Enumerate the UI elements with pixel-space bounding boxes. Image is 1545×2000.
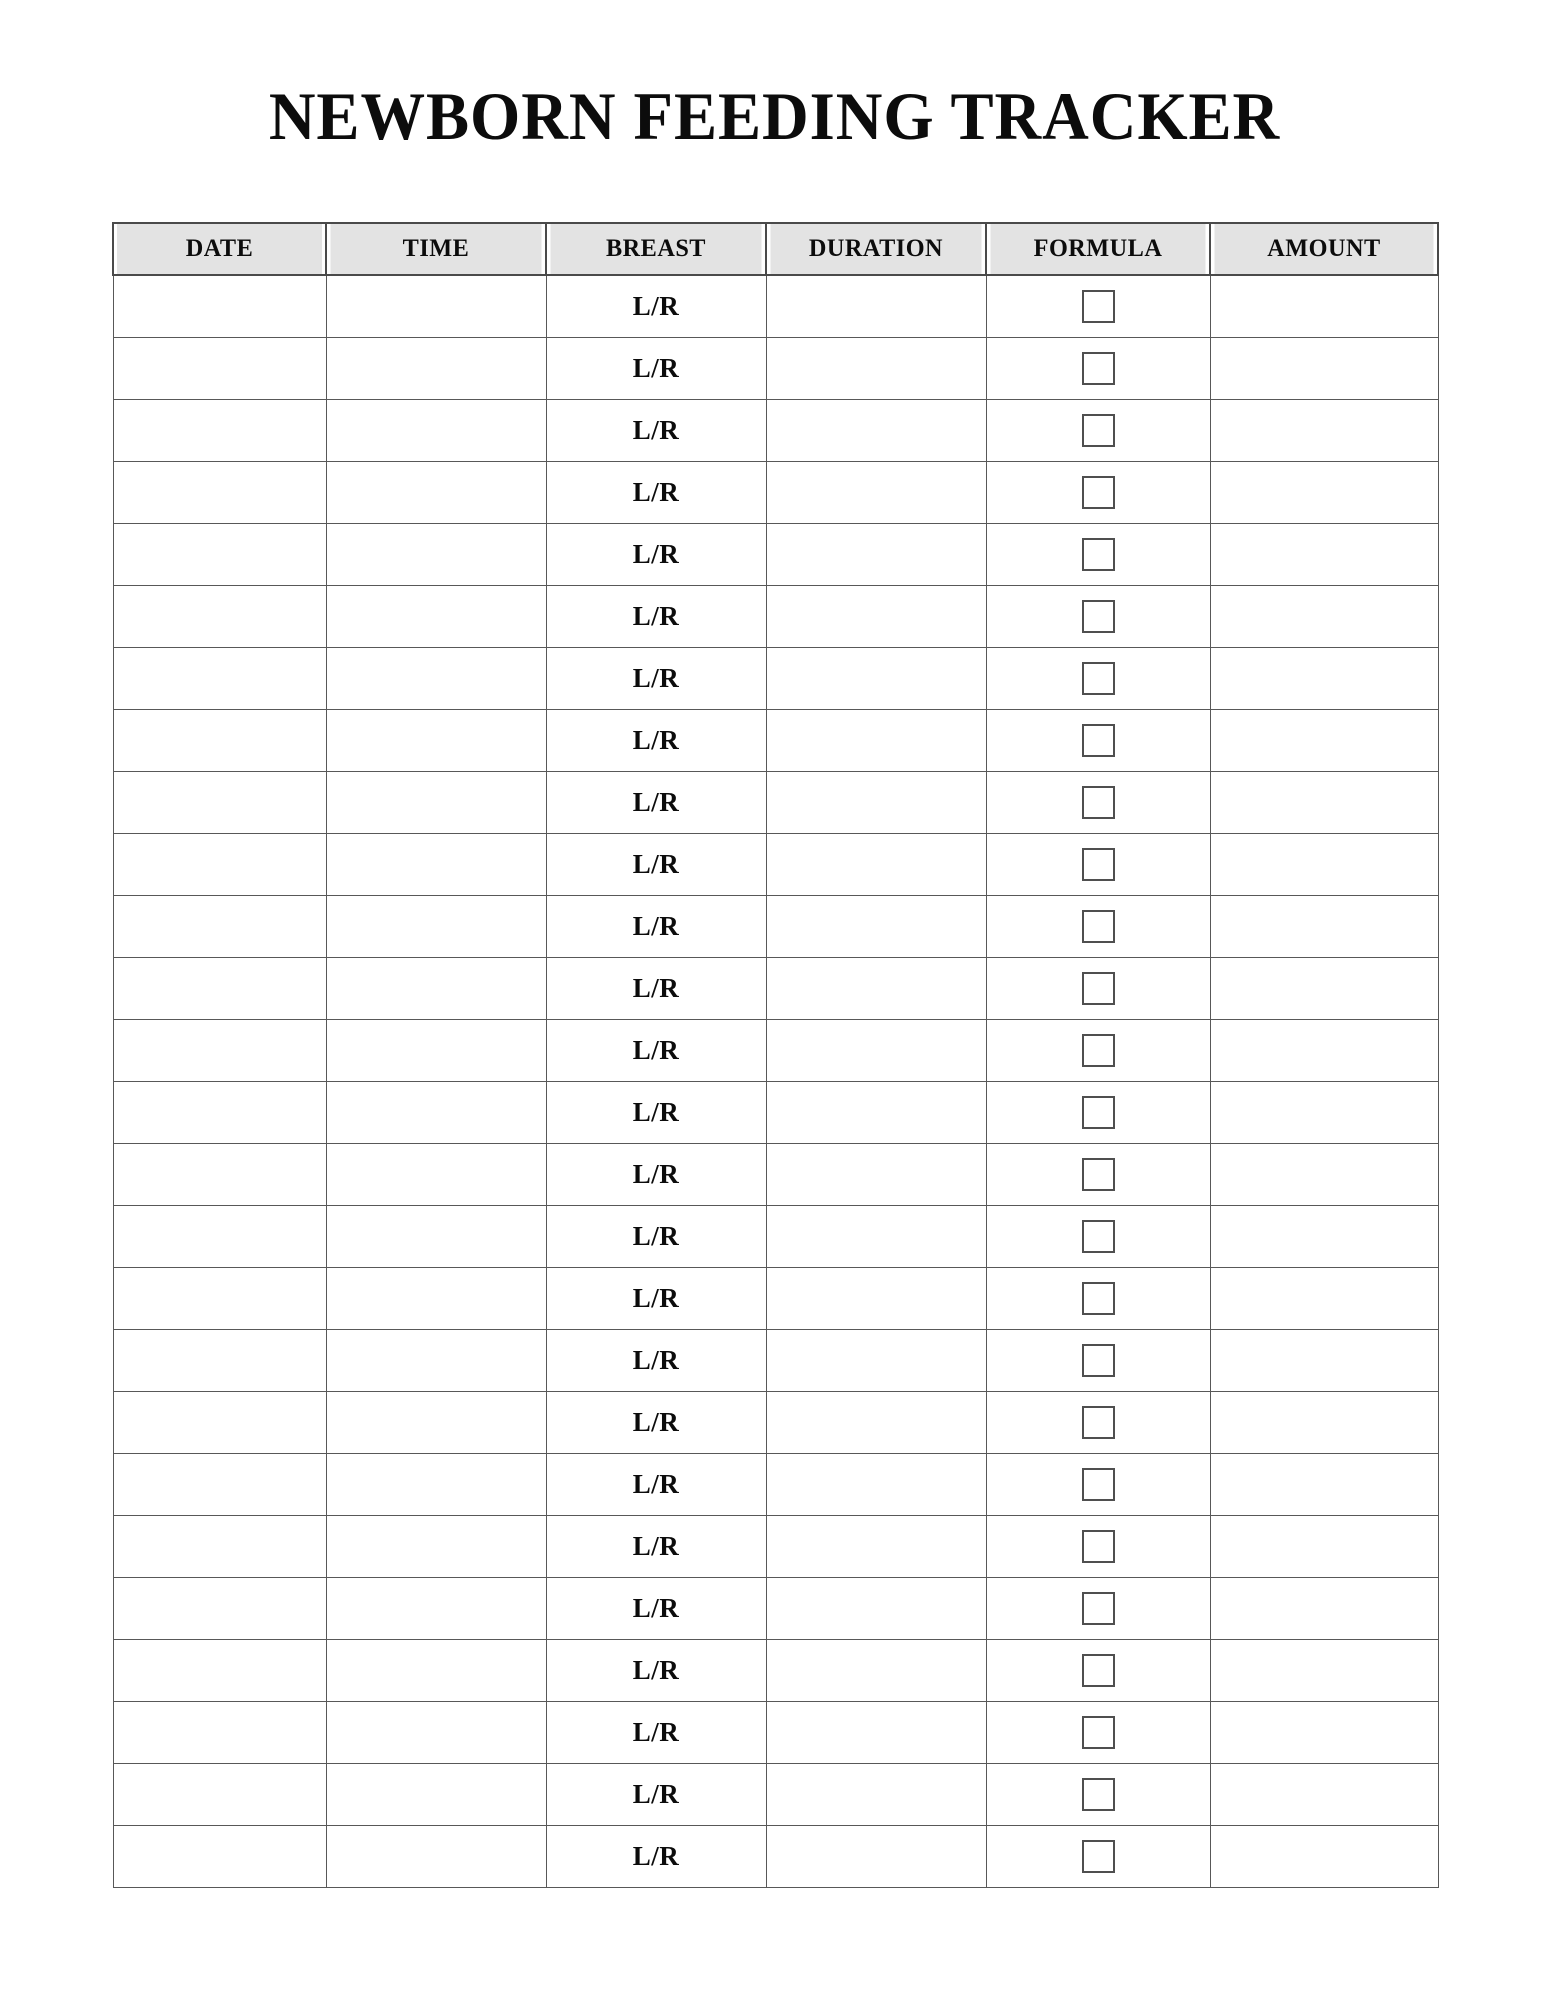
formula-checkbox[interactable]	[1082, 848, 1115, 881]
amount-cell[interactable]	[1210, 1516, 1438, 1578]
formula-checkbox[interactable]	[1082, 538, 1115, 571]
formula-cell	[986, 1144, 1210, 1206]
formula-cell	[986, 834, 1210, 896]
formula-cell	[986, 896, 1210, 958]
date-cell[interactable]	[113, 1392, 326, 1454]
formula-checkbox[interactable]	[1082, 910, 1115, 943]
formula-cell	[986, 1516, 1210, 1578]
time-cell[interactable]	[326, 1640, 546, 1702]
formula-checkbox[interactable]	[1082, 352, 1115, 385]
time-cell[interactable]	[326, 338, 546, 400]
duration-cell[interactable]	[766, 1082, 986, 1144]
table-row	[113, 586, 1438, 648]
formula-cell	[986, 710, 1210, 772]
date-cell[interactable]	[113, 462, 326, 524]
duration-cell[interactable]	[766, 896, 986, 958]
feeding-tracker-table	[112, 222, 1439, 1888]
duration-cell[interactable]	[766, 400, 986, 462]
date-cell[interactable]	[113, 1826, 326, 1888]
date-cell[interactable]	[113, 648, 326, 710]
breast-cell[interactable]: L/R	[546, 1206, 766, 1268]
amount-cell[interactable]	[1210, 1702, 1438, 1764]
table-row	[113, 896, 1438, 958]
breast-cell[interactable]: L/R	[546, 462, 766, 524]
time-cell[interactable]	[326, 1330, 546, 1392]
breast-cell[interactable]: L/R	[546, 338, 766, 400]
time-cell[interactable]	[326, 1268, 546, 1330]
formula-checkbox[interactable]	[1082, 662, 1115, 695]
breast-cell[interactable]: L/R	[546, 524, 766, 586]
table-row	[113, 400, 1438, 462]
table-row	[113, 462, 1438, 524]
column-header-breast: BREAST	[549, 223, 762, 275]
date-cell[interactable]	[113, 1144, 326, 1206]
date-cell[interactable]	[113, 1020, 326, 1082]
amount-cell[interactable]	[1210, 1020, 1438, 1082]
time-cell[interactable]	[326, 275, 546, 338]
column-header-duration: DURATION	[769, 223, 982, 275]
duration-cell[interactable]	[766, 586, 986, 648]
date-cell[interactable]	[113, 1268, 326, 1330]
table-row	[113, 1082, 1438, 1144]
duration-cell[interactable]	[766, 1516, 986, 1578]
formula-checkbox[interactable]	[1082, 1096, 1115, 1129]
formula-cell	[986, 1392, 1210, 1454]
table-row	[113, 1702, 1438, 1764]
date-cell[interactable]	[113, 1516, 326, 1578]
amount-cell[interactable]	[1210, 1764, 1438, 1826]
formula-checkbox[interactable]	[1082, 1592, 1115, 1625]
breast-cell[interactable]: L/R	[546, 1826, 766, 1888]
breast-cell[interactable]: L/R	[546, 772, 766, 834]
amount-cell[interactable]	[1210, 524, 1438, 586]
time-cell[interactable]	[326, 834, 546, 896]
formula-cell	[986, 1640, 1210, 1702]
duration-cell[interactable]	[766, 1330, 986, 1392]
amount-cell[interactable]	[1210, 772, 1438, 834]
duration-cell[interactable]	[766, 338, 986, 400]
time-cell[interactable]	[326, 462, 546, 524]
breast-cell[interactable]: L/R	[546, 710, 766, 772]
formula-cell	[986, 1764, 1210, 1826]
duration-cell[interactable]	[766, 1826, 986, 1888]
breast-cell[interactable]: L/R	[546, 1764, 766, 1826]
table-row	[113, 1144, 1438, 1206]
formula-cell	[986, 772, 1210, 834]
breast-cell[interactable]: L/R	[546, 1454, 766, 1516]
breast-cell[interactable]: L/R	[546, 958, 766, 1020]
formula-cell	[986, 275, 1210, 338]
date-cell[interactable]	[113, 1640, 326, 1702]
formula-cell	[986, 1020, 1210, 1082]
duration-cell[interactable]	[766, 1454, 986, 1516]
breast-cell[interactable]: L/R	[546, 1392, 766, 1454]
date-cell[interactable]	[113, 1454, 326, 1516]
amount-cell[interactable]	[1210, 896, 1438, 958]
date-cell[interactable]	[113, 1764, 326, 1826]
breast-cell[interactable]: L/R	[546, 275, 766, 338]
formula-checkbox[interactable]	[1082, 1158, 1115, 1191]
table-row	[113, 1268, 1438, 1330]
formula-cell	[986, 1454, 1210, 1516]
time-cell[interactable]	[326, 772, 546, 834]
amount-cell[interactable]	[1210, 1082, 1438, 1144]
time-cell[interactable]	[326, 1082, 546, 1144]
date-cell[interactable]	[113, 958, 326, 1020]
time-cell[interactable]	[326, 1764, 546, 1826]
table-row	[113, 524, 1438, 586]
time-cell[interactable]	[326, 400, 546, 462]
date-cell[interactable]	[113, 586, 326, 648]
duration-cell[interactable]	[766, 958, 986, 1020]
duration-cell[interactable]	[766, 524, 986, 586]
date-cell[interactable]	[113, 1330, 326, 1392]
table-row	[113, 338, 1438, 400]
breast-cell[interactable]: L/R	[546, 1702, 766, 1764]
time-cell[interactable]	[326, 1516, 546, 1578]
formula-checkbox[interactable]	[1082, 476, 1115, 509]
duration-cell[interactable]	[766, 710, 986, 772]
duration-cell[interactable]	[766, 834, 986, 896]
amount-cell[interactable]	[1210, 1826, 1438, 1888]
formula-checkbox[interactable]	[1082, 1220, 1115, 1253]
table-row	[113, 1454, 1438, 1516]
date-cell[interactable]	[113, 1082, 326, 1144]
time-cell[interactable]	[326, 1826, 546, 1888]
column-header-date: DATE	[116, 223, 323, 275]
table-row	[113, 1826, 1438, 1888]
duration-cell[interactable]	[766, 1640, 986, 1702]
formula-cell	[986, 1702, 1210, 1764]
breast-cell[interactable]: L/R	[546, 896, 766, 958]
amount-cell[interactable]	[1210, 275, 1438, 338]
formula-cell	[986, 1826, 1210, 1888]
table-row	[113, 1764, 1438, 1826]
amount-cell[interactable]	[1210, 1640, 1438, 1702]
time-cell[interactable]	[326, 710, 546, 772]
table-row	[113, 1578, 1438, 1640]
formula-cell	[986, 1206, 1210, 1268]
formula-cell	[986, 524, 1210, 586]
time-cell[interactable]	[326, 586, 546, 648]
date-cell[interactable]	[113, 1206, 326, 1268]
table-header	[113, 223, 1438, 275]
time-cell[interactable]	[326, 1392, 546, 1454]
breast-cell[interactable]: L/R	[546, 1578, 766, 1640]
amount-cell[interactable]	[1210, 1392, 1438, 1454]
table-header-row	[113, 223, 1438, 275]
table-row	[113, 1020, 1438, 1082]
formula-checkbox[interactable]	[1082, 1530, 1115, 1563]
breast-cell[interactable]: L/R	[546, 586, 766, 648]
amount-cell[interactable]	[1210, 400, 1438, 462]
formula-checkbox[interactable]	[1082, 1344, 1115, 1377]
duration-cell[interactable]	[766, 462, 986, 524]
formula-checkbox[interactable]	[1082, 1716, 1115, 1749]
formula-checkbox[interactable]	[1082, 1406, 1115, 1439]
time-cell[interactable]	[326, 524, 546, 586]
table-row	[113, 1516, 1438, 1578]
amount-cell[interactable]	[1210, 710, 1438, 772]
date-cell[interactable]	[113, 338, 326, 400]
amount-cell[interactable]	[1210, 1578, 1438, 1640]
time-cell[interactable]	[326, 1144, 546, 1206]
breast-cell[interactable]: L/R	[546, 1020, 766, 1082]
date-cell[interactable]	[113, 834, 326, 896]
time-cell[interactable]	[326, 1702, 546, 1764]
breast-cell[interactable]: L/R	[546, 1330, 766, 1392]
formula-cell	[986, 462, 1210, 524]
formula-checkbox[interactable]	[1082, 1778, 1115, 1811]
amount-cell[interactable]	[1210, 648, 1438, 710]
amount-cell[interactable]	[1210, 586, 1438, 648]
amount-cell[interactable]	[1210, 1206, 1438, 1268]
duration-cell[interactable]	[766, 772, 986, 834]
formula-checkbox[interactable]	[1082, 290, 1115, 323]
time-cell[interactable]	[326, 958, 546, 1020]
amount-cell[interactable]	[1210, 1454, 1438, 1516]
formula-cell	[986, 1268, 1210, 1330]
table-row	[113, 1392, 1438, 1454]
table-row	[113, 958, 1438, 1020]
formula-checkbox[interactable]	[1082, 724, 1115, 757]
formula-cell	[986, 1578, 1210, 1640]
formula-checkbox[interactable]	[1082, 786, 1115, 819]
amount-cell[interactable]	[1210, 1268, 1438, 1330]
time-cell[interactable]	[326, 1578, 546, 1640]
amount-cell[interactable]	[1210, 338, 1438, 400]
formula-cell	[986, 400, 1210, 462]
formula-cell	[986, 1082, 1210, 1144]
amount-cell[interactable]	[1210, 1144, 1438, 1206]
table-row	[113, 1640, 1438, 1702]
breast-cell[interactable]: L/R	[546, 400, 766, 462]
formula-checkbox[interactable]	[1082, 972, 1115, 1005]
breast-cell[interactable]: L/R	[546, 1082, 766, 1144]
time-cell[interactable]	[326, 1206, 546, 1268]
duration-cell[interactable]	[766, 1206, 986, 1268]
date-cell[interactable]	[113, 772, 326, 834]
breast-cell[interactable]: L/R	[546, 1144, 766, 1206]
formula-cell	[986, 958, 1210, 1020]
duration-cell[interactable]	[766, 648, 986, 710]
breast-cell[interactable]: L/R	[546, 834, 766, 896]
duration-cell[interactable]	[766, 1578, 986, 1640]
formula-checkbox[interactable]	[1082, 1282, 1115, 1315]
duration-cell[interactable]	[766, 1020, 986, 1082]
amount-cell[interactable]	[1210, 958, 1438, 1020]
duration-cell[interactable]	[766, 1392, 986, 1454]
duration-cell[interactable]	[766, 275, 986, 338]
amount-cell[interactable]	[1210, 1330, 1438, 1392]
time-cell[interactable]	[326, 1454, 546, 1516]
duration-cell[interactable]	[766, 1268, 986, 1330]
amount-cell[interactable]	[1210, 462, 1438, 524]
breast-cell[interactable]: L/R	[546, 1516, 766, 1578]
table-row	[113, 772, 1438, 834]
date-cell[interactable]	[113, 1702, 326, 1764]
duration-cell[interactable]	[766, 1764, 986, 1826]
duration-cell[interactable]	[766, 1702, 986, 1764]
formula-cell	[986, 648, 1210, 710]
time-cell[interactable]	[326, 648, 546, 710]
column-header-formula: FORMULA	[989, 223, 1206, 275]
formula-checkbox[interactable]	[1082, 1654, 1115, 1687]
column-header-amount: AMOUNT	[1213, 223, 1434, 275]
column-header-time: TIME	[329, 223, 542, 275]
formula-checkbox[interactable]	[1082, 414, 1115, 447]
date-cell[interactable]	[113, 896, 326, 958]
page-title: NEWBORN FEEDING TRACKER	[268, 78, 1281, 154]
time-cell[interactable]	[326, 896, 546, 958]
amount-cell[interactable]	[1210, 834, 1438, 896]
table-row	[113, 1206, 1438, 1268]
formula-checkbox[interactable]	[1082, 1468, 1115, 1501]
duration-cell[interactable]	[766, 1144, 986, 1206]
table-row	[113, 648, 1438, 710]
formula-cell	[986, 586, 1210, 648]
table-row	[113, 1330, 1438, 1392]
formula-checkbox[interactable]	[1082, 1840, 1115, 1873]
formula-checkbox[interactable]	[1082, 1034, 1115, 1067]
date-cell[interactable]	[113, 1578, 326, 1640]
formula-cell	[986, 338, 1210, 400]
table-row	[113, 834, 1438, 896]
date-cell[interactable]	[113, 524, 326, 586]
breast-cell[interactable]: L/R	[546, 648, 766, 710]
formula-cell	[986, 1330, 1210, 1392]
breast-cell[interactable]: L/R	[546, 1268, 766, 1330]
time-cell[interactable]	[326, 1020, 546, 1082]
formula-checkbox[interactable]	[1082, 600, 1115, 633]
table-row	[113, 275, 1438, 338]
table-row	[113, 710, 1438, 772]
breast-cell[interactable]: L/R	[546, 1640, 766, 1702]
date-cell[interactable]	[113, 275, 326, 338]
date-cell[interactable]	[113, 400, 326, 462]
table-body	[113, 275, 1438, 1888]
date-cell[interactable]	[113, 710, 326, 772]
